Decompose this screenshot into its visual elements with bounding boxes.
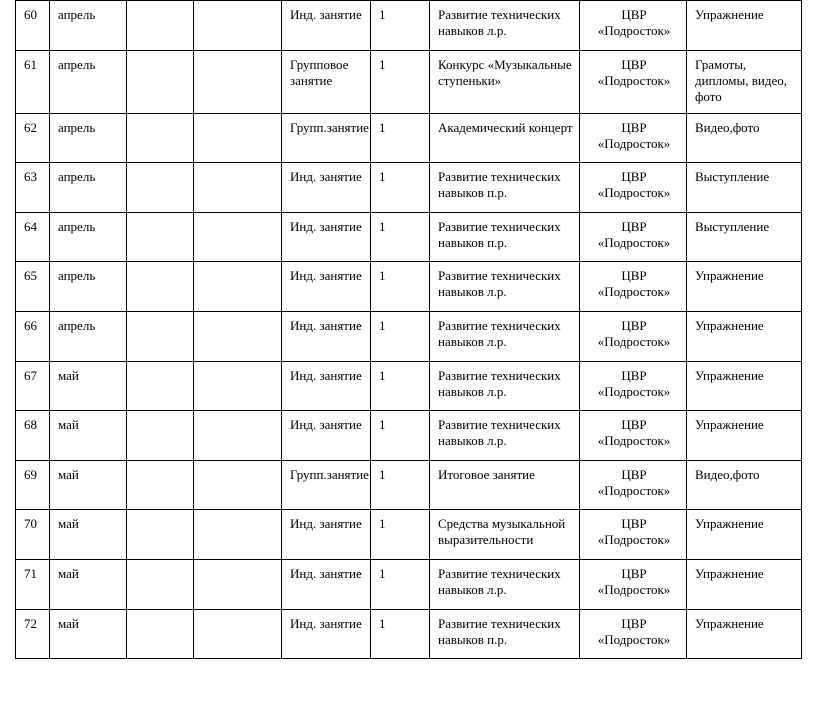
topic-cell: Развитие технических навыков п.р. (430, 163, 580, 213)
control-form-cell: Упражнение (687, 361, 802, 411)
control-form-cell: Упражнение (687, 411, 802, 461)
month-cell: май (50, 609, 127, 659)
row-number-cell: 64 (16, 212, 50, 262)
table-body (16, 1, 802, 659)
month-cell: май (50, 460, 127, 510)
lesson-form-cell: Инд. занятие (282, 609, 371, 659)
table-row (16, 510, 802, 560)
place-cell: ЦВР «Подросток» (580, 510, 687, 560)
hours-cell: 1 (371, 311, 430, 361)
empty-cell (127, 50, 194, 113)
hours-cell: 1 (371, 510, 430, 560)
place-cell: ЦВР «Подросток» (580, 50, 687, 113)
row-number-cell: 70 (16, 510, 50, 560)
empty-cell (127, 609, 194, 659)
month-cell: апрель (50, 113, 127, 163)
lesson-form-cell: Инд. занятие (282, 510, 371, 560)
empty-cell (194, 609, 282, 659)
month-cell: апрель (50, 212, 127, 262)
empty-cell (127, 411, 194, 461)
place-cell: ЦВР «Подросток» (580, 113, 687, 163)
empty-cell (127, 163, 194, 213)
control-form-cell: Выступление (687, 163, 802, 213)
place-cell: ЦВР «Подросток» (580, 361, 687, 411)
control-form-cell: Упражнение (687, 609, 802, 659)
empty-cell (194, 1, 282, 51)
month-cell: май (50, 510, 127, 560)
topic-cell: Развитие технических навыков л.р. (430, 1, 580, 51)
row-number-cell: 69 (16, 460, 50, 510)
lesson-form-cell: Инд. занятие (282, 559, 371, 609)
empty-cell (194, 411, 282, 461)
topic-cell: Конкурс «Музыкальные ступеньки» (430, 50, 580, 113)
place-cell: ЦВР «Подросток» (580, 460, 687, 510)
table-row (16, 262, 802, 312)
topic-cell: Академический концерт (430, 113, 580, 163)
month-cell: апрель (50, 163, 127, 213)
empty-cell (127, 361, 194, 411)
table-row (16, 361, 802, 411)
empty-cell (194, 212, 282, 262)
empty-cell (127, 559, 194, 609)
table-row (16, 113, 802, 163)
table-row (16, 559, 802, 609)
place-cell: ЦВР «Подросток» (580, 163, 687, 213)
hours-cell: 1 (371, 609, 430, 659)
place-cell: ЦВР «Подросток» (580, 311, 687, 361)
hours-cell: 1 (371, 1, 430, 51)
hours-cell: 1 (371, 361, 430, 411)
place-cell: ЦВР «Подросток» (580, 411, 687, 461)
lesson-form-cell: Инд. занятие (282, 311, 371, 361)
empty-cell (194, 163, 282, 213)
month-cell: апрель (50, 50, 127, 113)
row-number-cell: 71 (16, 559, 50, 609)
table-row (16, 1, 802, 51)
empty-cell (127, 510, 194, 560)
table-row (16, 311, 802, 361)
table-row (16, 411, 802, 461)
row-number-cell: 67 (16, 361, 50, 411)
hours-cell: 1 (371, 163, 430, 213)
table-row (16, 163, 802, 213)
month-cell: апрель (50, 262, 127, 312)
topic-cell: Развитие технических навыков п.р. (430, 212, 580, 262)
empty-cell (194, 113, 282, 163)
hours-cell: 1 (371, 559, 430, 609)
empty-cell (127, 460, 194, 510)
hours-cell: 1 (371, 411, 430, 461)
control-form-cell: Упражнение (687, 262, 802, 312)
place-cell: ЦВР «Подросток» (580, 559, 687, 609)
empty-cell (127, 262, 194, 312)
topic-cell: Итоговое занятие (430, 460, 580, 510)
control-form-cell: Упражнение (687, 510, 802, 560)
control-form-cell: Грамоты, дипломы, видео, фото (687, 50, 802, 113)
month-cell: май (50, 559, 127, 609)
topic-cell: Развитие технических навыков л.р. (430, 311, 580, 361)
control-form-cell: Упражнение (687, 559, 802, 609)
row-number-cell: 62 (16, 113, 50, 163)
month-cell: апрель (50, 1, 127, 51)
empty-cell (194, 361, 282, 411)
control-form-cell: Видео,фото (687, 113, 802, 163)
empty-cell (194, 559, 282, 609)
empty-cell (194, 510, 282, 560)
place-cell: ЦВР «Подросток» (580, 212, 687, 262)
lesson-form-cell: Инд. занятие (282, 262, 371, 312)
row-number-cell: 65 (16, 262, 50, 312)
lesson-form-cell: Инд. занятие (282, 212, 371, 262)
row-number-cell: 72 (16, 609, 50, 659)
month-cell: май (50, 361, 127, 411)
table-row (16, 50, 802, 113)
empty-cell (127, 113, 194, 163)
place-cell: ЦВР «Подросток» (580, 609, 687, 659)
topic-cell: Средства музыкальной выразительности (430, 510, 580, 560)
control-form-cell: Видео,фото (687, 460, 802, 510)
hours-cell: 1 (371, 50, 430, 113)
hours-cell: 1 (371, 212, 430, 262)
lesson-form-cell: Инд. занятие (282, 163, 371, 213)
hours-cell: 1 (371, 113, 430, 163)
lesson-form-cell: Инд. занятие (282, 361, 371, 411)
empty-cell (127, 1, 194, 51)
row-number-cell: 61 (16, 50, 50, 113)
topic-cell: Развитие технических навыков л.р. (430, 559, 580, 609)
lesson-form-cell: Групп.занятие (282, 460, 371, 510)
empty-cell (194, 50, 282, 113)
lesson-form-cell: Инд. занятие (282, 411, 371, 461)
hours-cell: 1 (371, 460, 430, 510)
row-number-cell: 60 (16, 1, 50, 51)
hours-cell: 1 (371, 262, 430, 312)
topic-cell: Развитие технических навыков л.р. (430, 361, 580, 411)
table-row (16, 212, 802, 262)
empty-cell (194, 262, 282, 312)
control-form-cell: Упражнение (687, 311, 802, 361)
topic-cell: Развитие технических навыков л.р. (430, 262, 580, 312)
month-cell: май (50, 411, 127, 461)
row-number-cell: 66 (16, 311, 50, 361)
lesson-form-cell: Групп.занятие (282, 113, 371, 163)
control-form-cell: Выступление (687, 212, 802, 262)
row-number-cell: 68 (16, 411, 50, 461)
place-cell: ЦВР «Подросток» (580, 262, 687, 312)
lesson-form-cell: Групповое занятие (282, 50, 371, 113)
table-row (16, 609, 802, 659)
lesson-form-cell: Инд. занятие (282, 1, 371, 51)
empty-cell (127, 311, 194, 361)
table-row (16, 460, 802, 510)
schedule-table (15, 0, 802, 659)
empty-cell (194, 311, 282, 361)
topic-cell: Развитие технических навыков п.р. (430, 609, 580, 659)
row-number-cell: 63 (16, 163, 50, 213)
month-cell: апрель (50, 311, 127, 361)
topic-cell: Развитие технических навыков л.р. (430, 411, 580, 461)
place-cell: ЦВР «Подросток» (580, 1, 687, 51)
empty-cell (127, 212, 194, 262)
control-form-cell: Упражнение (687, 1, 802, 51)
empty-cell (194, 460, 282, 510)
